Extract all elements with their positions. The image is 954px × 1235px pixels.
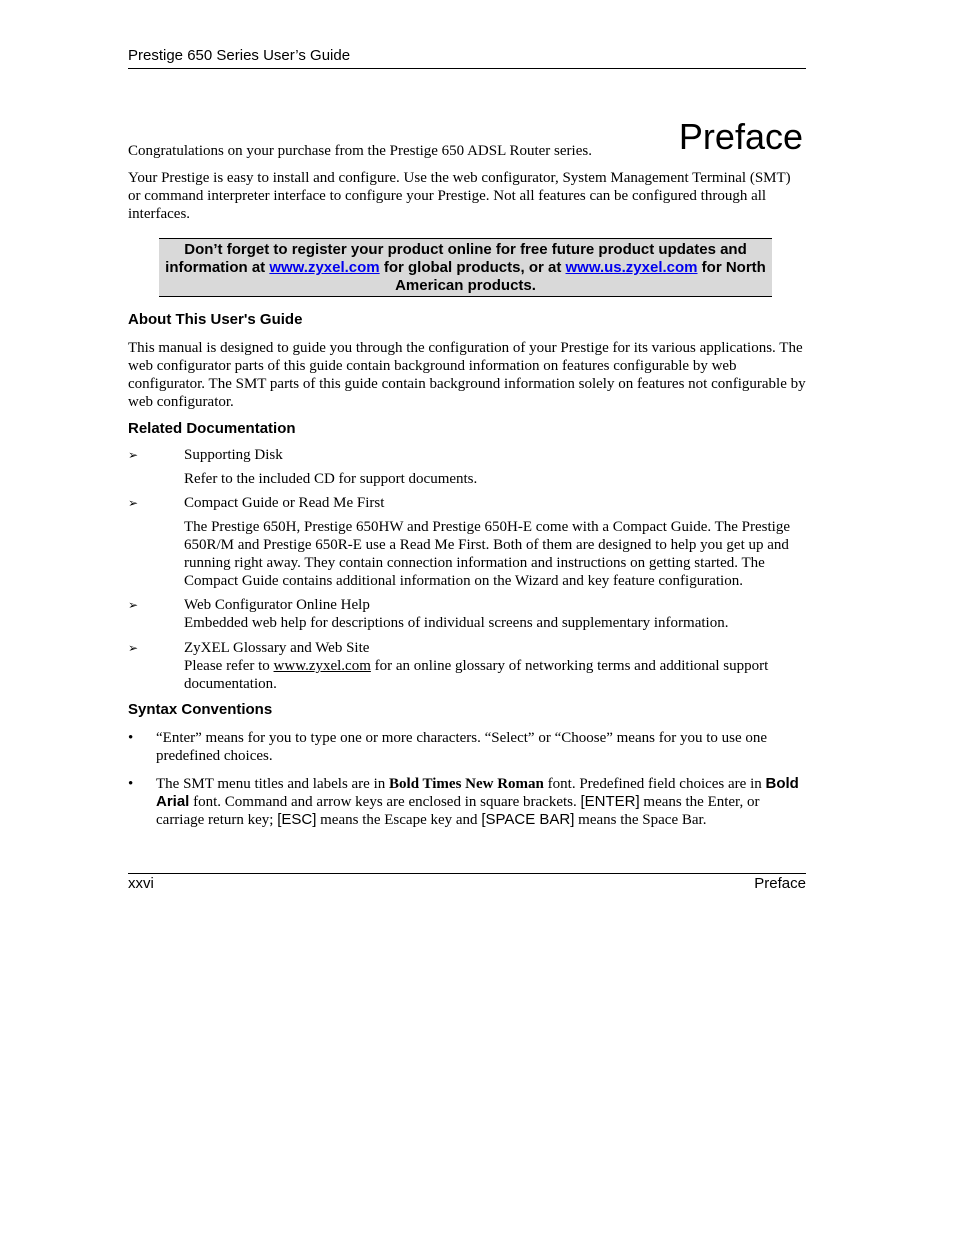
- syntax-text-3: font. Command and arrow keys are enclosed in square brackets.: [189, 794, 581, 810]
- page-body: [128, 142, 806, 829]
- notice-text-1: Don’t forget to register your product online for free future product updates and information at: [165, 241, 747, 276]
- syntax-item-fonts: [128, 775, 806, 829]
- glossary-desc-post: for an online glossary of networking terms and additional support documentation.: [184, 658, 769, 692]
- list-item-desc: [184, 657, 806, 693]
- list-item-title: ZyXEL Glossary and Web Site: [184, 640, 370, 656]
- syntax-bold-times: Bold Times New Roman: [389, 776, 544, 792]
- dot-bullet-icon: •: [128, 730, 134, 746]
- list-item-online-help: [128, 596, 806, 632]
- list-item-title: Compact Guide or Read Me First: [184, 495, 385, 511]
- running-header: Prestige 650 Series User’s Guide: [128, 47, 351, 64]
- intro-easy: Your Prestige is easy to install and configure. Use the web configurator, System Management Terminal (SMT) or command interpreter interface to configure your Prestige. Not all features can be configured through all interfaces.: [128, 170, 791, 222]
- about-heading: About This User's Guide: [128, 311, 303, 328]
- syntax-item-text: [156, 775, 806, 829]
- syntax-heading: Syntax Conventions: [128, 701, 273, 718]
- syntax-text-2: font. Predefined field choices are in: [543, 776, 766, 792]
- related-heading: Related Documentation: [128, 420, 296, 437]
- glossary-desc-pre: Please refer to: [184, 658, 274, 674]
- list-item-supporting-disk: [128, 446, 806, 488]
- header-rule: [128, 68, 806, 69]
- dot-bullet-icon: •: [128, 776, 134, 792]
- intro-congrats: Congratulations on your purchase from the Prestige 650 ADSL Router series.: [128, 143, 592, 159]
- key-space-bar: [SPACE BAR]: [481, 811, 575, 828]
- notice-text-2: for global products, or at: [379, 259, 566, 276]
- list-item-title: Web Configurator Online Help: [184, 597, 370, 613]
- footer-section: Preface: [754, 875, 806, 892]
- us-zyxel-link[interactable]: www.us.zyxel.com: [565, 259, 698, 276]
- list-item-compact-guide: [128, 494, 806, 590]
- about-text: This manual is designed to guide you through the configuration of your Prestige for its various applications. The web configurator parts of this guide contain background information on features configurable by web configurator. The SMT parts of this guide contain background information solely on features not configurable by web configurator.: [128, 340, 806, 410]
- syntax-text-4: means the Enter, or carriage return key;: [156, 794, 760, 828]
- syntax-text-5: means the Escape key and: [316, 812, 482, 828]
- notice-text-3: for North American products.: [395, 259, 766, 294]
- arrowhead-bullet-icon: ➢: [128, 496, 139, 510]
- footer-page-number: xxvi: [128, 875, 154, 892]
- list-item-desc: Refer to the included CD for support documents.: [184, 471, 478, 487]
- arrowhead-bullet-icon: ➢: [128, 598, 139, 612]
- list-item-desc: The Prestige 650H, Prestige 650HW and Prestige 650H-E come with a Compact Guide. The Prestige 650R/M and Prestige 650R-E use a Read Me First. Both of them are designed to help you get up and running right away. They contain connection information and instructions on getting started. The Compact Guide contains additional information on the Wizard and key feature configuration.: [184, 519, 790, 589]
- syntax-text-1: The SMT menu titles and labels are in: [156, 776, 390, 792]
- syntax-bold-arial: Bold Arial: [156, 775, 799, 810]
- footer-rule: [128, 873, 806, 874]
- page-title: Preface: [678, 116, 803, 158]
- arrowhead-bullet-icon: ➢: [128, 448, 139, 462]
- key-esc: [ESC]: [277, 811, 317, 828]
- register-notice: [159, 238, 772, 297]
- syntax-item-enter: [128, 729, 806, 765]
- syntax-text-6: means the Space Bar.: [574, 812, 707, 828]
- arrowhead-bullet-icon: ➢: [128, 641, 139, 655]
- key-enter: [ENTER]: [580, 793, 640, 810]
- list-item-title: Supporting Disk: [184, 447, 283, 463]
- list-item-desc: Embedded web help for descriptions of individual screens and supplementary information.: [184, 615, 729, 631]
- glossary-link[interactable]: www.zyxel.com: [273, 658, 371, 674]
- syntax-item-text: “Enter” means for you to type one or more characters. “Select” or “Choose” means for you to use one predefined choices.: [156, 730, 768, 764]
- list-item-glossary: [128, 639, 806, 693]
- zyxel-link[interactable]: www.zyxel.com: [269, 259, 380, 276]
